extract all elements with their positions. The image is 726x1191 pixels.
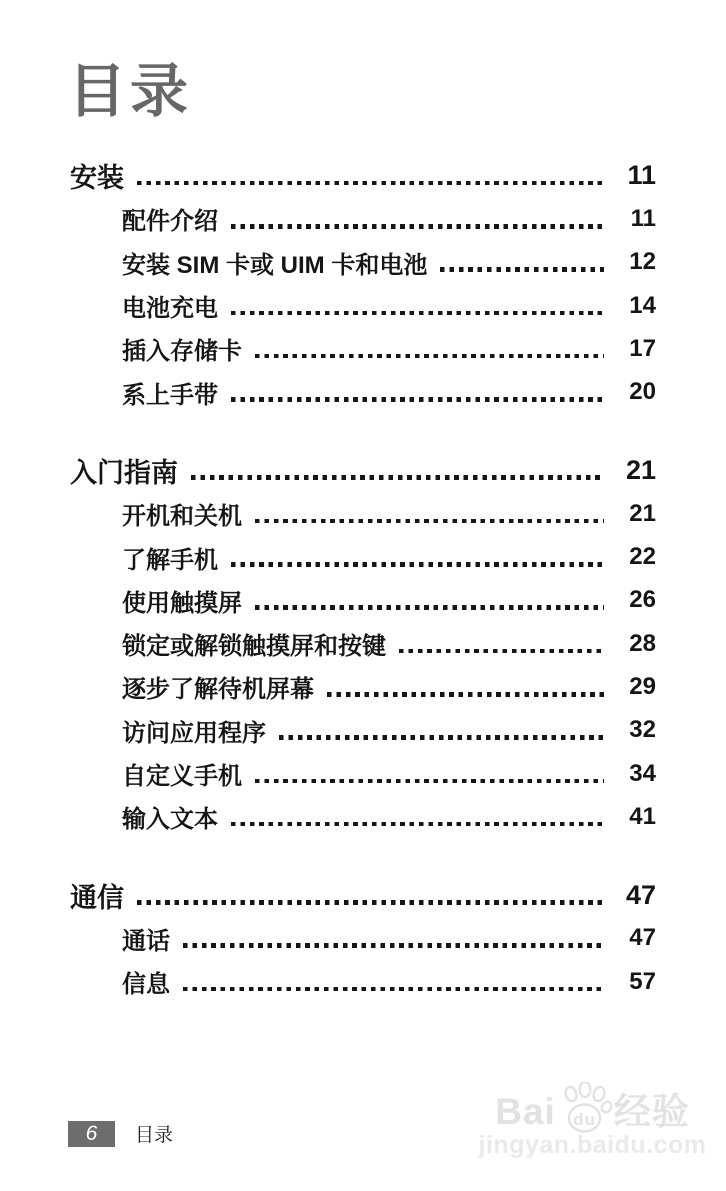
dot-leader	[231, 562, 604, 567]
toc-entry	[70, 709, 656, 752]
toc-entry-title: 电池充电	[122, 295, 218, 323]
toc-entry-title: 配件介绍	[122, 208, 218, 236]
toc-entry	[70, 241, 656, 284]
toc-entry-page: 21	[629, 499, 656, 527]
toc-entry-page: 21	[625, 454, 656, 485]
dot-leader	[327, 692, 604, 697]
toc-entry	[70, 535, 656, 578]
toc-entry	[70, 449, 656, 492]
dot-leader	[137, 900, 604, 905]
toc-entry-page: 57	[629, 967, 656, 995]
toc-entry-page: 12	[629, 248, 656, 276]
toc-entry-title: 信息	[122, 971, 170, 999]
toc-entry-title: 使用触摸屏	[122, 589, 242, 617]
toc-entry	[70, 370, 656, 413]
toc-entry	[70, 284, 656, 327]
toc-entry-title: 输入文本	[122, 806, 218, 834]
toc-entry-title: 通信	[70, 882, 124, 913]
toc-entry	[70, 960, 656, 1003]
watermark-brand-suffix: 经验	[613, 1091, 690, 1132]
dot-leader	[183, 987, 604, 992]
toc-entry-page: 32	[629, 716, 656, 744]
toc-entry-page: 47	[629, 924, 656, 952]
toc-entry-page: 26	[629, 586, 656, 614]
toc-entry-title: 锁定或解锁触摸屏和按键	[122, 633, 386, 661]
toc-entry-title: 开机和关机	[122, 503, 242, 531]
dot-leader	[255, 519, 604, 524]
toc-entry-page: 41	[629, 802, 656, 830]
toc-entry-title: 了解手机	[122, 546, 218, 574]
toc-entry-page: 34	[629, 759, 656, 787]
toc-entry-title: 安装	[70, 163, 124, 194]
dot-leader	[279, 735, 604, 740]
toc-entry-title: 访问应用程序	[122, 719, 266, 747]
toc-entry-title: 逐步了解待机屏幕	[122, 676, 314, 704]
baidu-jingyan-watermark	[478, 1082, 707, 1160]
dot-leader	[183, 943, 604, 948]
toc-entry	[70, 873, 656, 916]
toc-entry	[70, 327, 656, 370]
watermark-paw-text: du	[572, 1110, 596, 1129]
watermark-url: jingyan.baidu.com	[478, 1131, 707, 1159]
dot-leader	[191, 475, 604, 480]
toc-entry	[70, 579, 656, 622]
toc-entry	[70, 917, 656, 960]
toc-entry-page: 22	[629, 543, 656, 571]
page-title: 目录	[68, 59, 193, 124]
dot-leader	[255, 779, 604, 784]
toc-list	[70, 154, 656, 1003]
page-number-badge: 6	[68, 1121, 115, 1147]
dot-leader	[231, 311, 604, 316]
toc-entry-page: 28	[629, 629, 656, 657]
dot-leader	[440, 267, 604, 272]
paw-icon	[558, 1082, 612, 1134]
dot-leader	[399, 649, 604, 654]
toc-entry-title: 入门指南	[70, 457, 178, 488]
dot-leader	[231, 397, 604, 402]
toc-entry	[70, 795, 656, 838]
dot-leader	[137, 181, 604, 186]
toc-entry	[70, 197, 656, 240]
toc-entry-title: 安装 SIM 卡或 UIM 卡和电池	[122, 251, 428, 279]
toc-entry	[70, 492, 656, 535]
toc-entry-page: 47	[625, 879, 656, 910]
watermark-logo	[495, 1082, 690, 1130]
dot-leader	[255, 605, 604, 610]
toc-entry-page: 17	[629, 334, 656, 362]
toc-entry-page: 11	[627, 160, 656, 191]
footer-section-label: 目录	[135, 1125, 174, 1146]
toc-entry	[70, 154, 656, 197]
toc-entry-page: 14	[629, 291, 656, 319]
toc-entry	[70, 665, 656, 708]
dot-leader	[255, 354, 604, 359]
watermark-brand-prefix: Bai	[495, 1091, 556, 1132]
toc-entry	[70, 752, 656, 795]
toc-entry-title: 系上手带	[122, 381, 218, 409]
toc-entry-title: 自定义手机	[122, 763, 242, 790]
dot-leader	[231, 822, 604, 827]
toc-entry-page: 29	[629, 672, 656, 700]
page-footer	[68, 1120, 173, 1147]
toc-entry	[70, 622, 656, 665]
toc-entry-title: 插入存储卡	[122, 338, 242, 366]
toc-entry-page: 11	[630, 204, 656, 232]
toc-entry-title: 通话	[122, 927, 170, 955]
toc-entry-page: 20	[629, 378, 656, 406]
dot-leader	[231, 224, 604, 229]
